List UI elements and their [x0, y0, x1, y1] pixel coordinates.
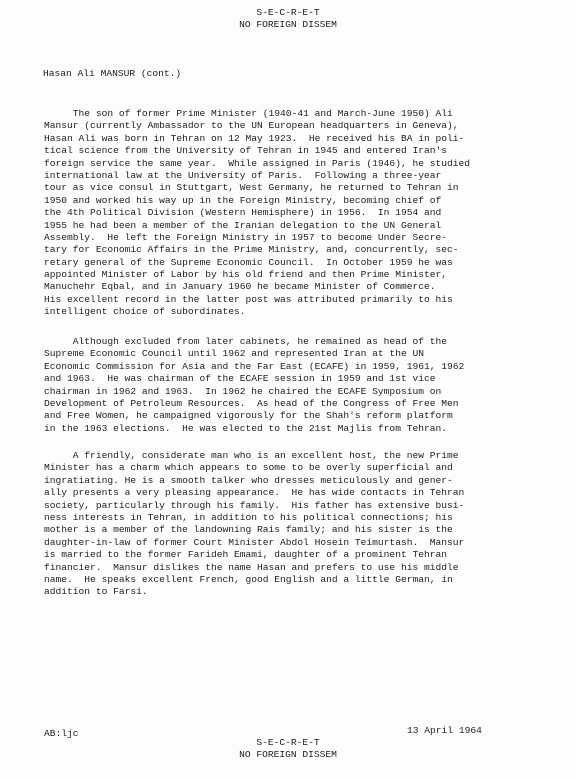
paragraph-line: ally presents a very pleasing appearance. He has wide contacts in Tehran — [44, 487, 465, 499]
classification-dissem-bottom: NO FOREIGN DISSEM — [239, 749, 337, 760]
paragraph-line: The son of former Prime Minister (1940-41 and March-June 1950) Ali — [44, 108, 453, 119]
paragraph-line: 1950 and worked his way up in the Foreign Ministry, becoming chief of — [44, 194, 442, 206]
paragraph-line: Mansur (currently Ambassador to the UN European headquarters in Geneva), — [44, 120, 459, 132]
typist-initials: AB:ljc — [44, 728, 79, 739]
classification-header — [0, 7, 576, 31]
paragraph-line: and 1963. He was chairman of the ECAFE session in 1959 and 1st vice — [44, 373, 436, 385]
paragraph-line: Although excluded from later cabinets, he remained as head of the — [44, 336, 448, 347]
paragraph-line: addition to Farsi. — [44, 586, 148, 598]
document-subject: Hasan Ali MANSUR (cont.) — [43, 68, 182, 79]
paragraph-line: daughter-in-law of former Court Minister Abdol Hosein Teimurtash. Mansur — [44, 536, 465, 548]
classification-secret-bottom: S-E-C-R-E-T — [256, 737, 320, 748]
paragraph-line: ingratiating. He is a smooth talker who dresses meticulously and gener- — [44, 474, 453, 486]
document-date: 13 April 1964 — [407, 725, 482, 736]
paragraph-line: retary general of the Supreme Economic Council. In October 1959 he was — [44, 256, 453, 268]
paragraph-line: Development of Petroleum Resources. As head of the Congress of Free Men — [44, 397, 459, 409]
paragraph-line: the 4th Political Division (Western Hemisphere) in 1956. In 1954 and — [44, 207, 442, 219]
paragraph-line: tical science from the University of Tehran in 1945 and entered Iran's — [44, 145, 448, 157]
paragraph-line: name. He speaks excellent French, good English and a little German, in — [44, 573, 453, 585]
paragraph-line: foreign service the same year. While assigned in Paris (1946), he studied — [44, 157, 471, 169]
paragraph-line: in the 1963 elections. He was elected to the 21st Majlis from Tehran. — [44, 422, 448, 434]
paragraph-line: Economic Commission for Asia and the Far East (ECAFE) in 1959, 1961, 1962 — [44, 360, 465, 372]
paragraph-line: tour as vice consul in Stuttgart, West Germany, he returned to Tehran in — [44, 182, 459, 194]
classification-dissem-top: NO FOREIGN DISSEM — [239, 19, 337, 30]
paragraph-line: and Free Women, he campaigned vigorously for the Shah's reform platform — [44, 410, 453, 422]
paragraph-line: Hasan Ali was born in Tehran on 12 May 1923. He received his BA in poli- — [44, 132, 465, 144]
paragraph-line: chairman in 1962 and 1963. In 1962 he chaired the ECAFE Symposium on — [44, 385, 442, 397]
paragraph-line: is married to the former Farideh Emami, daughter of a prominent Tehran — [44, 549, 448, 561]
paragraph-line: A friendly, considerate man who is an excellent host, the new Prime — [44, 450, 459, 461]
classification-secret-top: S-E-C-R-E-T — [256, 7, 320, 18]
paragraph-line: appointed Minister of Labor by his old friend and then Prime Minister, — [44, 269, 448, 281]
paragraph-line: His excellent record in the latter post was attributed primarily to his — [44, 293, 453, 305]
paragraph-line: Minister has a charm which appears to some to be overly superficial and — [44, 462, 453, 474]
paragraph-line: ness interests in Tehran, in addition to his political connections; his — [44, 511, 453, 523]
paragraph-1 — [44, 108, 544, 319]
paragraph-line: Supreme Economic Council until 1962 and represented Iran at the UN — [44, 348, 424, 360]
paragraph-line: tary for Economic Affairs in the Prime Ministry, and, concurrently, sec- — [44, 244, 459, 256]
paragraph-line: intelligent choice of subordinates. — [44, 306, 246, 318]
paragraph-line: mother is a member of the landowning Rais family; and his sister is the — [44, 524, 453, 536]
paragraph-line: international law at the University of Paris. Following a three-year — [44, 169, 442, 181]
classification-footer — [0, 737, 576, 761]
paragraph-line: 1955 he had been a member of the Iranian delegation to the UN General — [44, 219, 442, 231]
paragraph-2 — [44, 336, 544, 435]
paragraph-line: Manuchehr Eqbal, and in January 1960 he became Minister of Commerce. — [44, 281, 436, 293]
paragraph-line: Assembly. He left the Foreign Ministry in 1957 to become Under Secre- — [44, 231, 448, 243]
paragraph-3 — [44, 450, 544, 599]
paragraph-line: society, particularly through his family. His father has extensive busi- — [44, 499, 465, 511]
paragraph-line: financier. Mansur dislikes the name Hasan and prefers to use his middle — [44, 561, 459, 573]
